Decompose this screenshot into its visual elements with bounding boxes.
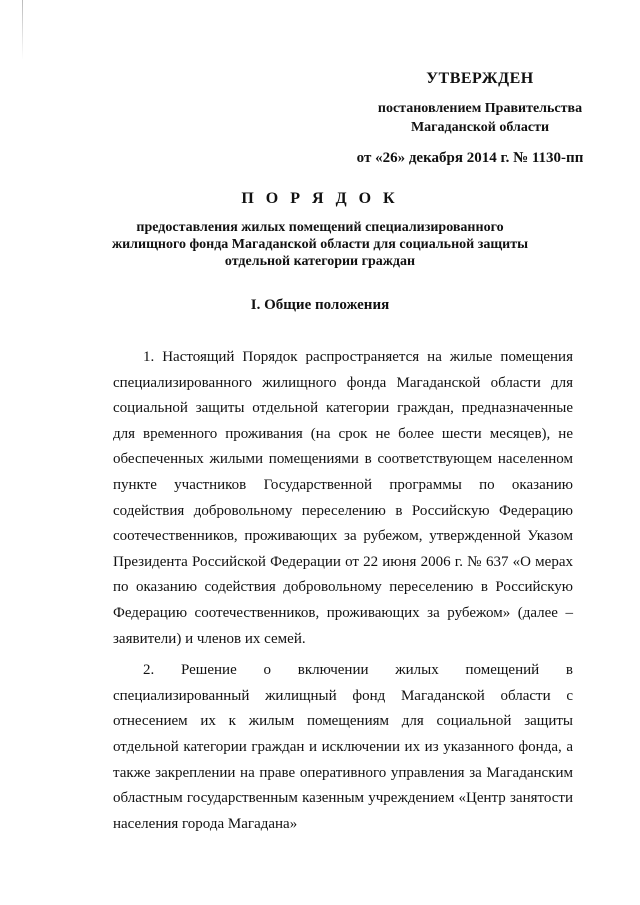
approval-line-1: постановлением Правительства <box>377 101 583 116</box>
approval-date: от «26» декабря 2014 г. № 1130-пп <box>356 150 584 166</box>
document-title: П О Р Я Д О К <box>241 190 399 207</box>
section-heading: I. Общие положения <box>250 297 390 313</box>
document-subtitle: предоставления жилых помещений специализированного жилищного фонда Магаданской области для социальной защиты отдельной категории граждан <box>111 220 529 269</box>
approval-line-2: Магаданской области <box>410 120 550 135</box>
title-block <box>100 190 540 270</box>
paragraph-2: 2. Решение о включении жилых помещений в специализированный жилищный фонд Магаданской области с отнесением их к жилым помещениям для социальной защиты отдельной категории граждан и исключении их из указанного фонда, а также закреплении на праве оперативного управления за Магаданским областным государственным казенным учреждением «Центр занятости населения города Магадана» <box>113 662 573 832</box>
approval-block <box>320 70 610 167</box>
approved-label: УТВЕРЖДЕН <box>426 70 534 87</box>
scan-edge-mark <box>22 0 23 60</box>
body-text <box>113 345 573 843</box>
paragraph-1: 1. Настоящий Порядок распространяется на жилые помещения специализированного жилищного фонда Магаданской области для социальной защиты отдельной категории граждан, предназначенные для временного проживания (на срок не более шести месяцев), не обеспеченных жилыми помещениями в соответствующем населенном пункте участников Государственной программы по оказанию содействия добровольному переселению в Российскую Федерацию соотечественников, проживающих за рубежом, утвержденной Указом Президента Российской Федерации от 22 июня 2006 г. № 637 «О мерах по оказанию содействия добровольному переселению в Российскую Федерацию соотечественников, проживающих за рубежом» (далее – заявители) и членов их семей. <box>113 349 573 647</box>
